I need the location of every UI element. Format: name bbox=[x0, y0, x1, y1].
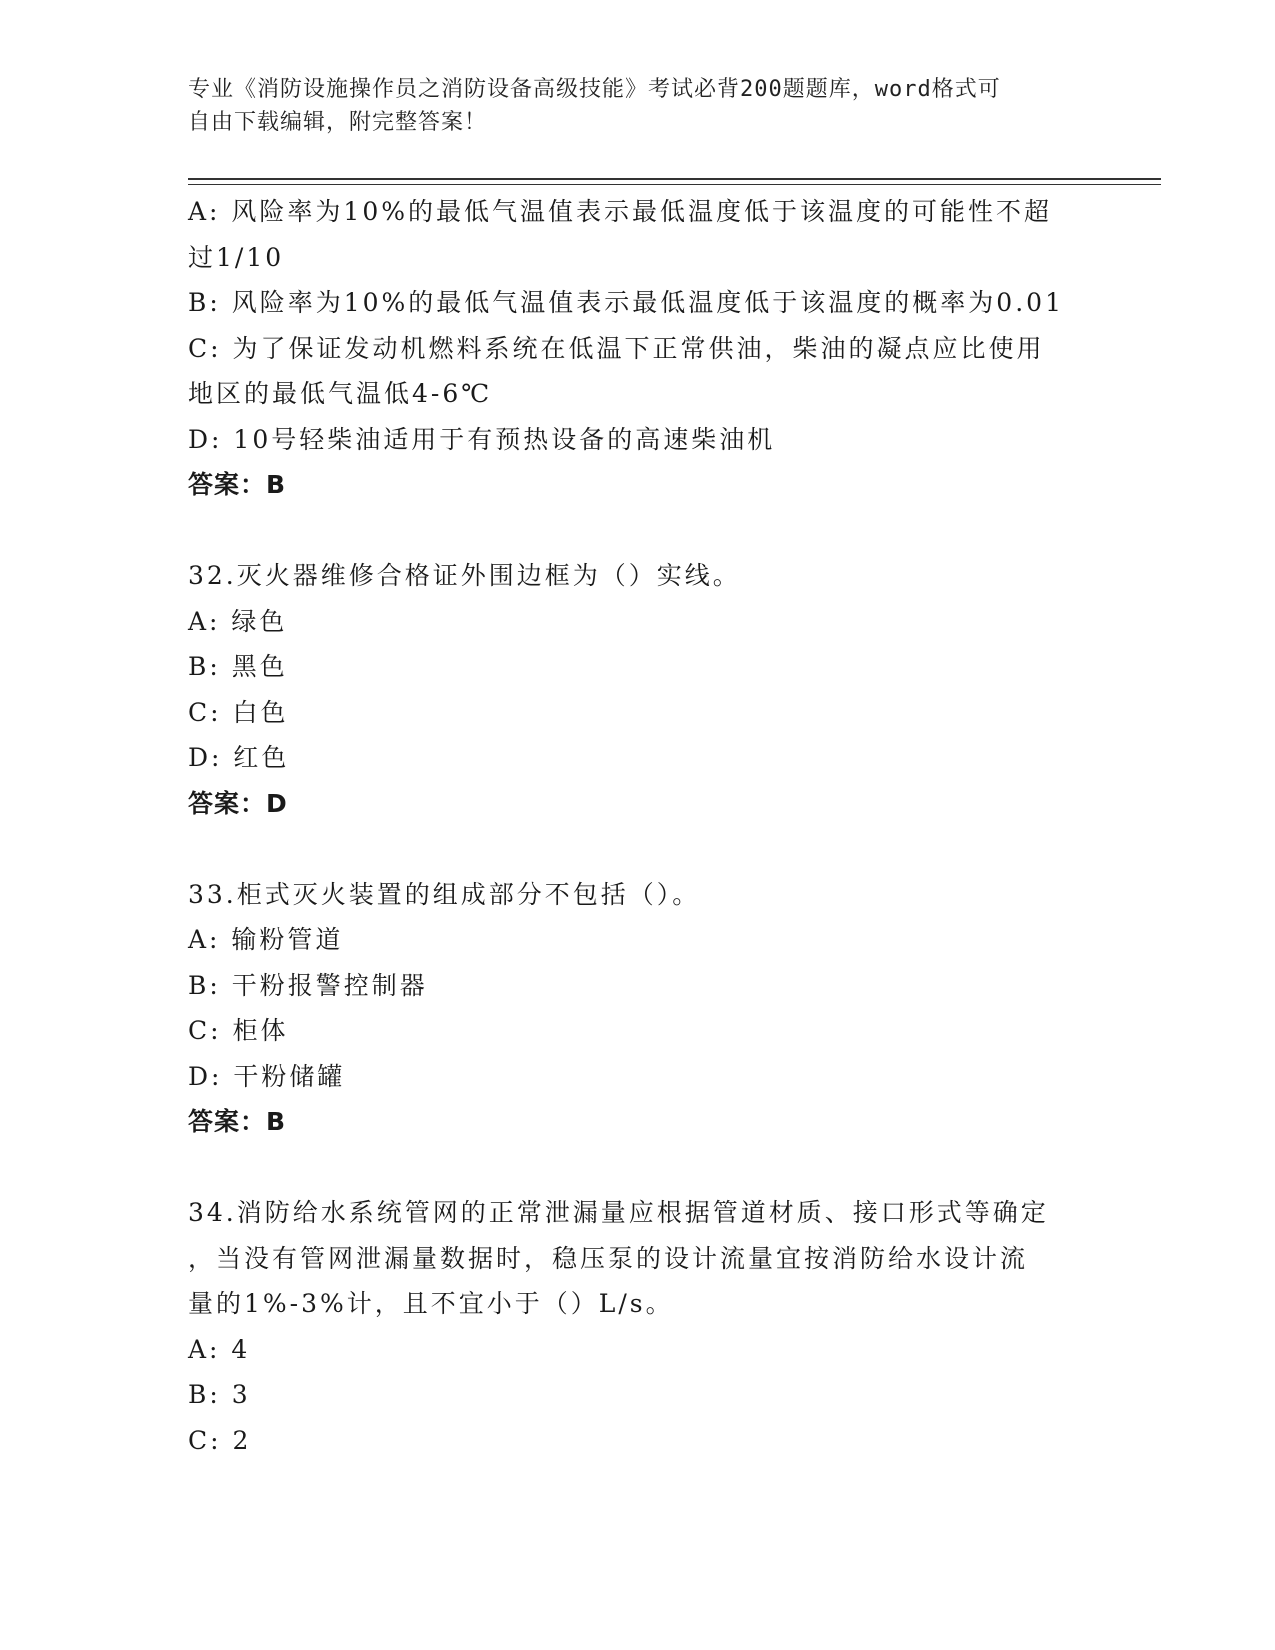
spacer bbox=[188, 1145, 1088, 1191]
q32-option-b: B: 黑色 bbox=[188, 652, 288, 681]
q34-option-c: C: 2 bbox=[188, 1425, 252, 1455]
q33-option-d: D: 干粉储罐 bbox=[188, 1061, 346, 1091]
q32-option-a: A: 绿色 bbox=[188, 606, 288, 636]
q31-answer: 答案：B bbox=[188, 470, 287, 499]
question-34-block bbox=[188, 1190, 1088, 1463]
header-divider-thin bbox=[188, 184, 1161, 185]
header-divider-thick bbox=[188, 178, 1161, 180]
q33-question-text: 33.柜式灭火装置的组成部分不包括（）。 bbox=[188, 879, 701, 909]
q34-question-line-2: ，当没有管网泄漏量数据时，稳压泵的设计流量宜按消防给水设计流 bbox=[188, 1243, 1029, 1273]
q31-option-a-line-1: A: 风险率为10%的最低气温值表示最低温度低于该温度的可能性不超 bbox=[188, 197, 1052, 226]
document-header bbox=[188, 73, 1068, 139]
q33-option-a: A: 输粉管道 bbox=[188, 925, 344, 954]
header-title-line-1: 专业《消防设施操作员之消防设备高级技能》考试必背200题题库，word格式可 bbox=[188, 77, 1001, 102]
spacer bbox=[188, 826, 1088, 872]
q31-option-c-line-2: 地区的最低气温低4-6℃ bbox=[188, 379, 493, 408]
q34-option-b: B: 3 bbox=[188, 1380, 251, 1409]
q34-question-line-1: 34.消防给水系统管网的正常泄漏量应根据管道材质、接口形式等确定 bbox=[188, 1198, 1049, 1227]
question-list bbox=[188, 189, 1088, 1463]
q32-option-d: D: 红色 bbox=[188, 743, 290, 772]
spacer bbox=[188, 508, 1088, 554]
question-31-block bbox=[188, 189, 1088, 508]
q31-option-b: B: 风险率为10%的最低气温值表示最低温度低于该温度的概率为0.01 bbox=[188, 288, 1064, 317]
header-title-line-2: 自由下载编辑，附完整答案！ bbox=[188, 110, 488, 135]
q31-option-a-line-2: 过1/10 bbox=[188, 242, 285, 272]
q33-answer: 答案：B bbox=[188, 1107, 287, 1136]
q33-option-c: C: 柜体 bbox=[188, 1016, 289, 1045]
q32-answer: 答案：D bbox=[188, 788, 288, 818]
q32-option-c: C: 白色 bbox=[188, 697, 289, 727]
question-33-block bbox=[188, 872, 1088, 1145]
q33-option-b: B: 干粉报警控制器 bbox=[188, 970, 428, 1000]
question-32-block bbox=[188, 553, 1088, 826]
q31-option-c-line-1: C: 为了保证发动机燃料系统在低温下正常供油，柴油的凝点应比使用 bbox=[188, 333, 1045, 363]
q34-question-line-3: 量的1%-3%计，且不宜小于（）L/s。 bbox=[188, 1289, 674, 1318]
q34-option-a: A: 4 bbox=[188, 1334, 251, 1364]
q31-option-d: D: 10号轻柴油适用于有预热设备的高速柴油机 bbox=[188, 424, 776, 454]
q32-question-text: 32.灭火器维修合格证外围边框为（）实线。 bbox=[188, 561, 741, 590]
